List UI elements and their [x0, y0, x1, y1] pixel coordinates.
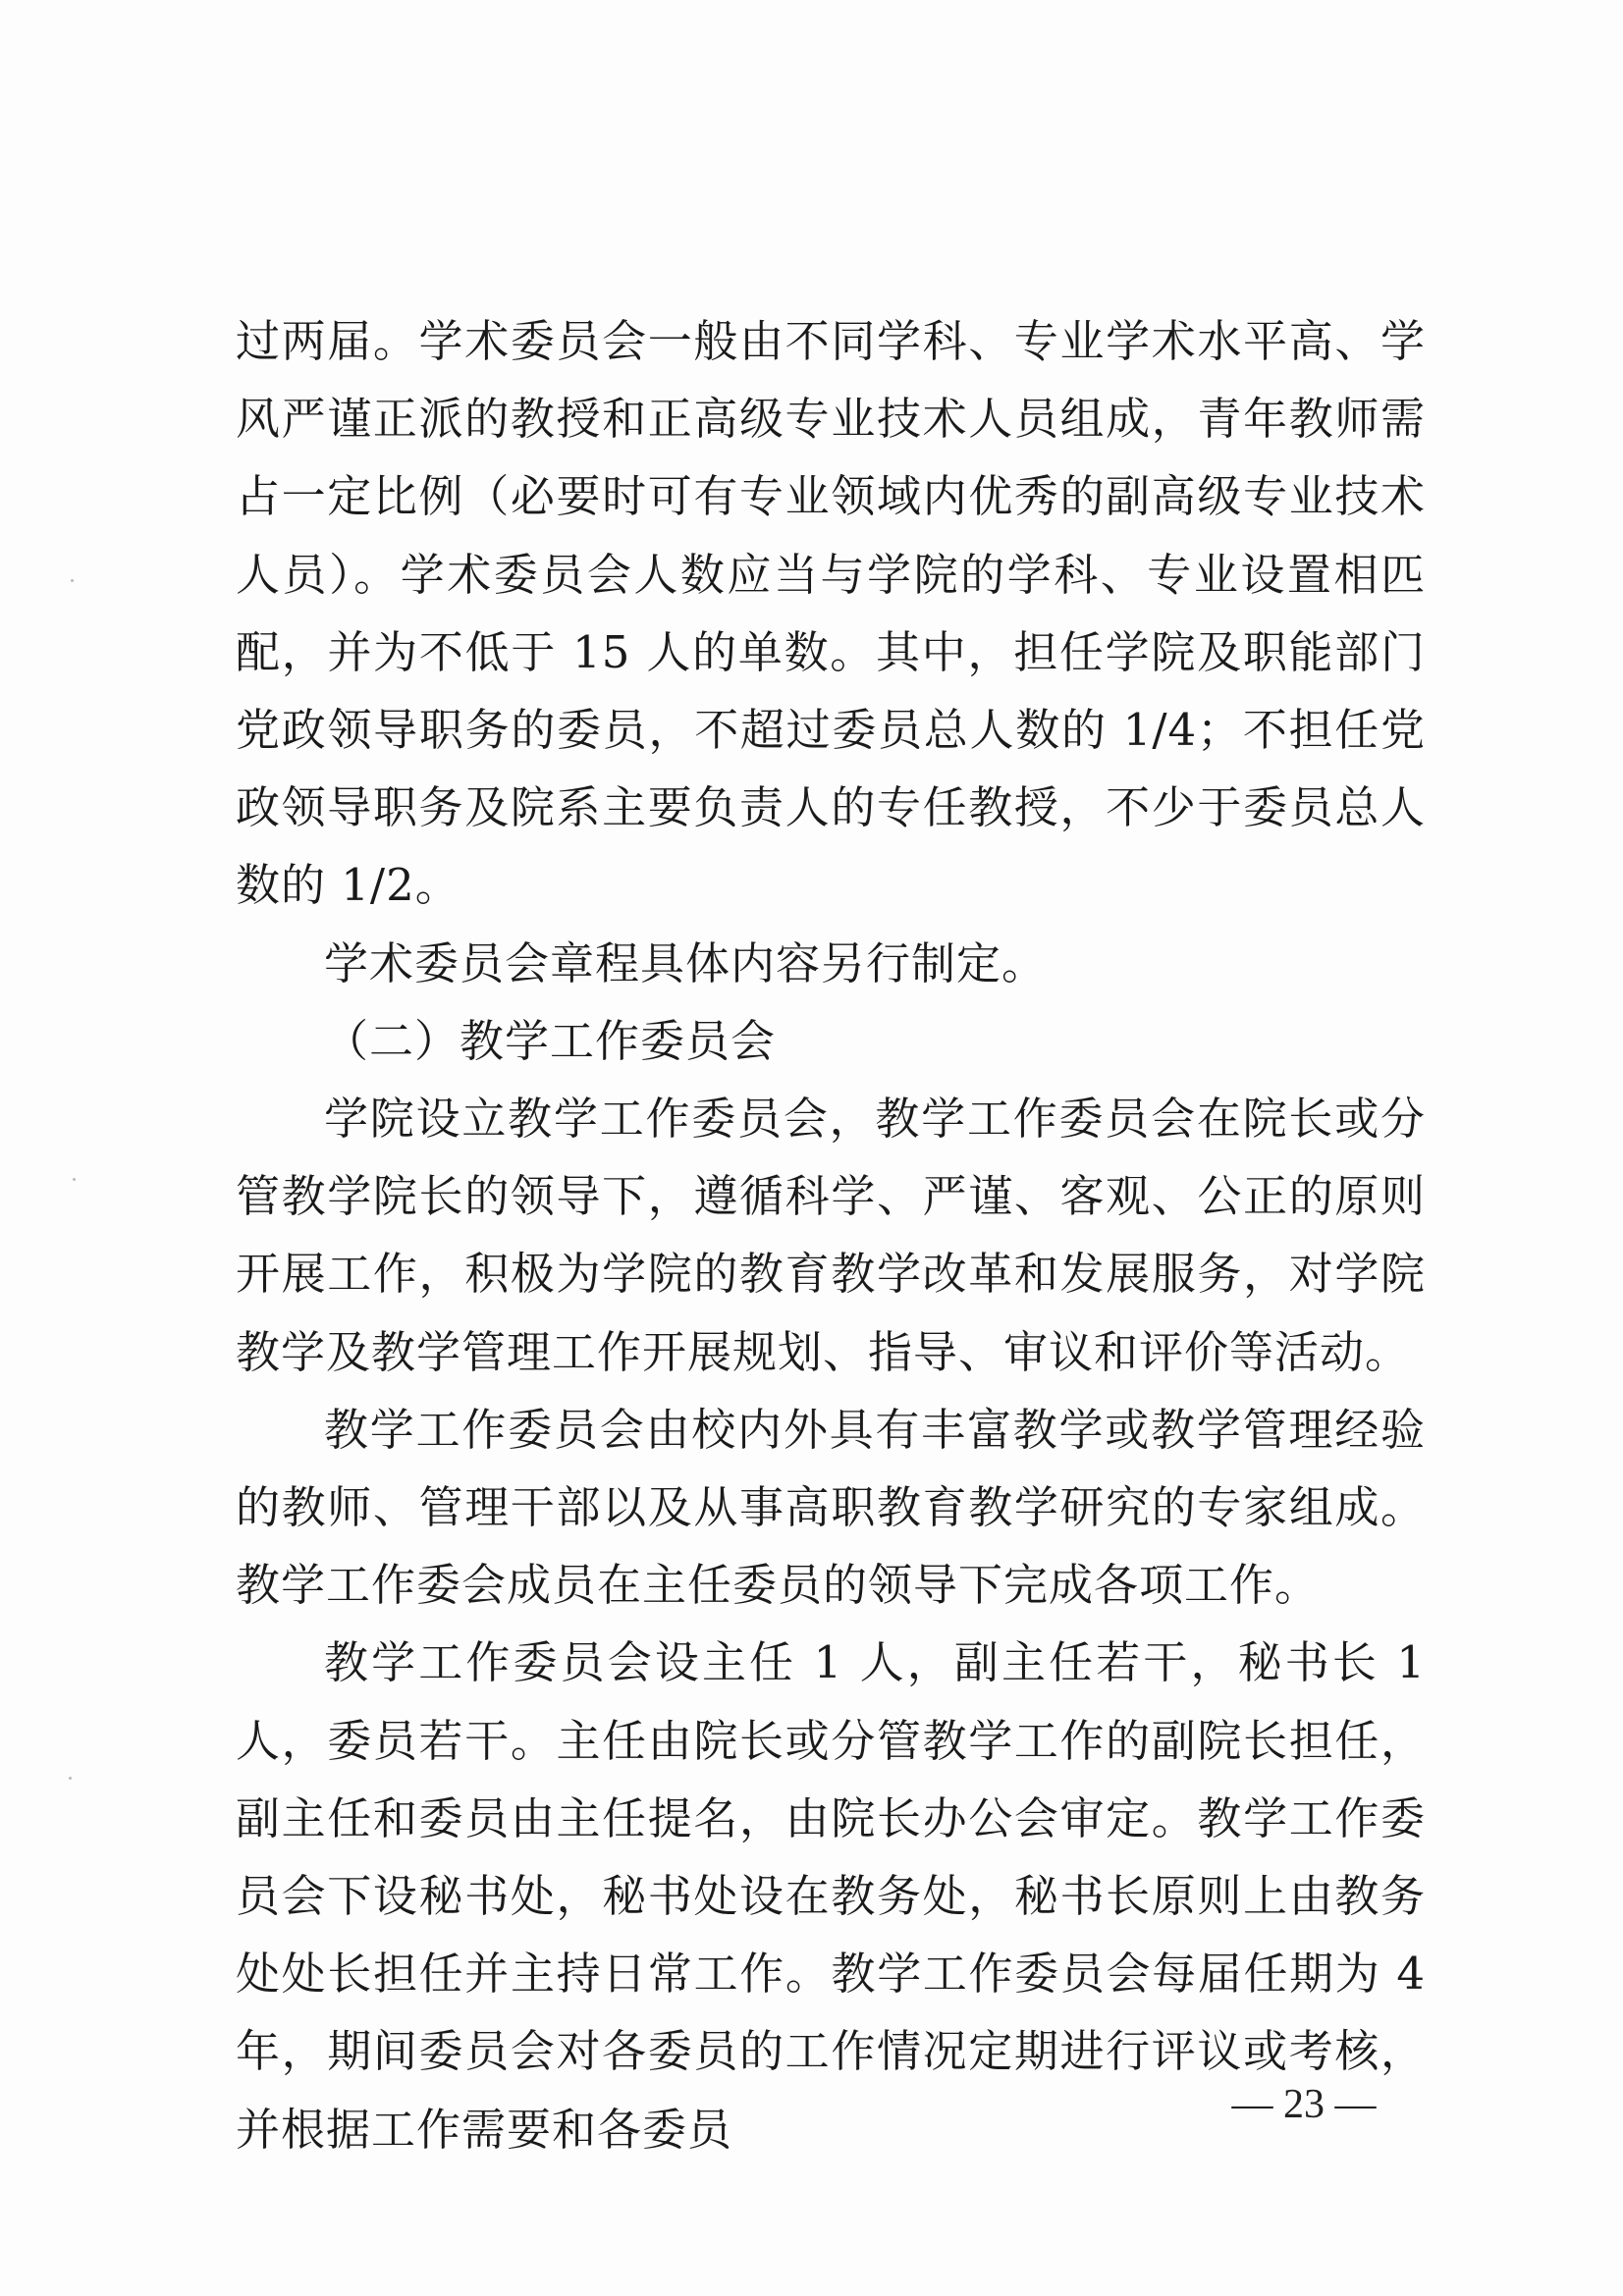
section-heading-teaching-committee: （二）教学工作委员会: [324, 1014, 777, 1067]
page-number: — 23 —: [1231, 2082, 1377, 2127]
scan-artifact-dot: [69, 1777, 72, 1780]
paragraph-teaching-committee-members: 教学工作委员会由校内外具有丰富教学或教学管理经验的教师、管理干部以及从事高职教育教学研究的专家组成。教学工作委会成员在主任委员的领导下完成各项工作。: [236, 1403, 1426, 1612]
paragraph-academic-charter: 学术委员会章程具体内容另行制定。: [324, 936, 1048, 989]
paragraph-teaching-committee-establishment: 学院设立教学工作委员会，教学工作委员会在院长或分管教学院长的领导下，遵循科学、严谨、客观、公正的原则开展工作，积极为学院的教育教学改革和发展服务，对学院教学及教学管理工作开展规划、指导、审议和评价等活动。: [236, 1093, 1426, 1378]
paragraph-academic-committee-composition: 过两届。学术委员会一般由不同学科、专业学术水平高、学风严谨正派的教授和正高级专业技术人员组成，青年教师需占一定比例（必要时可有专业领域内优秀的副高级专业技术人员）。学术委员会人数应当与学院的学科、专业设置相匹配，并为不低于 15 人的单数。其中，担任学院及职能部门党政领导职务的委员，不超过委员总人数的 1/4；不担任党政领导职务及院系主要负责人的专任教授，不少于委员总人数的 1/2。: [236, 315, 1426, 912]
paragraph-teaching-committee-structure: 教学工作委员会设主任 1 人，副主任若干，秘书长 1 人，委员若干。主任由院长或分管教学工作的副院长担任，副主任和委员由主任提名，由院长办公会审定。教学工作委员会下设秘书处，秘书处设在教务处，秘书长原则上由教务处处长担任并主持日常工作。教学工作委员会每届任期为 4 年，期间委员会对各委员的工作情况定期进行评议或考核，并根据工作需要和各委员: [236, 1636, 1426, 2156]
scan-artifact-dot: [71, 579, 74, 582]
document-body: [236, 302, 1426, 2168]
scan-artifact-dot: [73, 1178, 76, 1181]
